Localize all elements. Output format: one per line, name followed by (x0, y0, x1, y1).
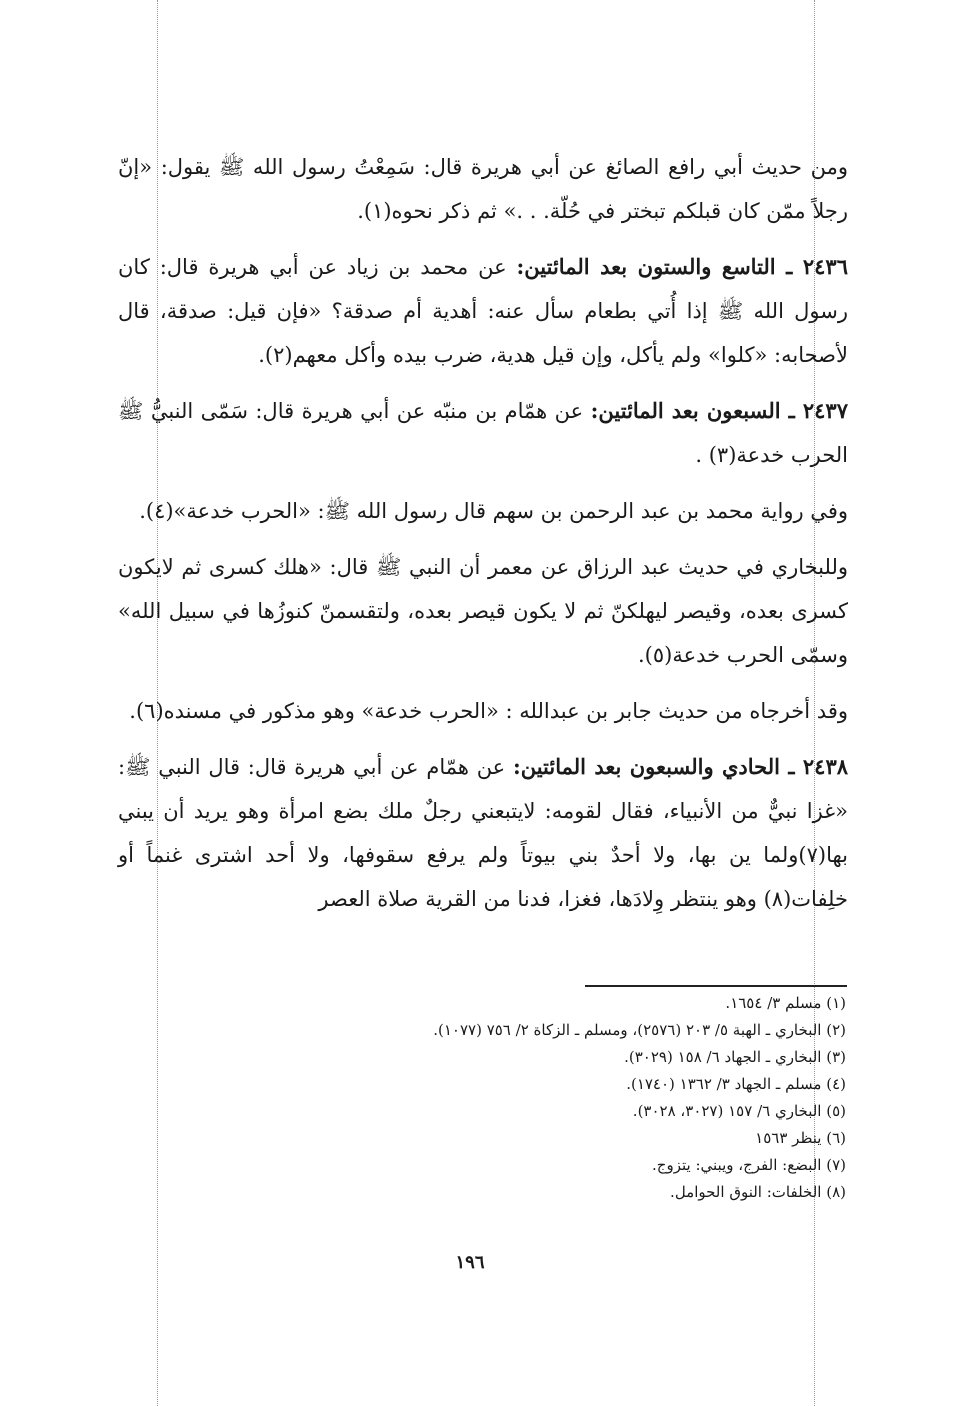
paragraph (118, 545, 848, 677)
footnote: (٢) البخاري ـ الهبة ٥/ ٢٠٣ (٢٥٧٦)، ومسلم ـ الزكاة ٢/ ٧٥٦ (١٠٧٧). (433, 1021, 846, 1039)
paragraph (118, 745, 848, 921)
footnote: (٦) ينظر ١٥٦٣ (755, 1129, 846, 1147)
footnote-separator (585, 985, 847, 987)
paragraph-text: عن همّام عن أبي هريرة قال: قال النبي ﷺ: «غزا نبيٌّ من الأنبياء، فقال لقومه: لايتبعني رجلٌ ملك بضع امرأة وهو يريد أن يبني بها(٧)ولما ين بها، ولا أحدٌ بني بيوتاً ولم يرفع سقوفها، ولا أحد اشترى غنماً أو خلِفات(٨) وهو ينتظر وِلادَها، فغزا، فدنا من القرية صلاة العصر (118, 755, 848, 911)
hadith-heading: ٢٤٣٨ ـ الحادي والسبعون بعد المائتين: (512, 754, 849, 779)
paragraph-text: عن محمد بن زياد عن أبي هريرة قال: كان رسول الله ﷺ إذا أُتي بطعام سأل عنه: أهدية أم صدقة؟ «فإن قيل: صدقة، قال لأصحابه: «كلوا» ولم يأكل، وإن قيل هدية، ضرب بيده وأكل معهم(٢). (118, 255, 848, 367)
paragraph-text: وقد أخرجاه من حديث جابر بن عبدالله : «الحرب خدعة» وهو مذكور في مسنده(٦). (129, 699, 848, 723)
footnote: (٤) مسلم ـ الجهاد ٣/ ١٣٦٢ (١٧٤٠). (626, 1075, 846, 1093)
main-text (118, 145, 848, 933)
paragraph (118, 689, 848, 733)
paragraph-text: ومن حديث أبي رافع الصائغ عن أبي هريرة قال: سَمِعْتُ رسول الله ﷺ يقول: «إنّ رجلاً ممّن كان قبلكم تبختر في حُلّة. . .» ثم ذكر نحوه(١). (118, 155, 848, 223)
footnote: (٣) البخاري ـ الجهاد ٦/ ١٥٨ (٣٠٢٩). (624, 1048, 846, 1066)
paragraph (118, 145, 848, 233)
paragraph-text: وللبخاري في حديث عبد الرزاق عن معمر أن النبي ﷺ قال: «هلك كسرى ثم لايكون كسرى بعده، وقيصر ليهلكنّ ثم لا يكون قيصر بعده، ولتقسمنّ كنوزُها في سبيل الله» وسمّى الحرب خدعة(٥). (118, 555, 848, 667)
hadith-heading: ٢٤٣٦ ـ التاسع والستون بعد المائتين: (516, 254, 848, 279)
footnote: (٨) الخلفات: النوق الحوامل. (670, 1183, 846, 1201)
footnote: (٧) البضع: الفرج، ويبني: يتزوج. (652, 1156, 846, 1174)
paragraph (118, 245, 848, 377)
paragraph-text: وفي رواية محمد بن عبد الرحمن بن سهم قال رسول الله ﷺ: «الحرب خدعة»(٤). (139, 499, 848, 523)
hadith-heading: ٢٤٣٧ ـ السبعون بعد المائتين: (590, 398, 848, 423)
paragraph-text: عن همّام بن منبّه عن أبي هريرة قال: سَمّى النبيُّ ﷺ الحرب خدعة(٣) . (118, 399, 848, 467)
paragraph (118, 489, 848, 533)
footnotes (118, 990, 846, 1206)
paragraph (118, 389, 848, 477)
footnote: (١) مسلم ٣/ ١٦٥٤. (725, 994, 846, 1012)
page-number: ١٩٦ (455, 1252, 485, 1273)
footnote: (٥) البخاري ٦/ ١٥٧ (٣٠٢٧، ٣٠٢٨). (632, 1102, 846, 1120)
